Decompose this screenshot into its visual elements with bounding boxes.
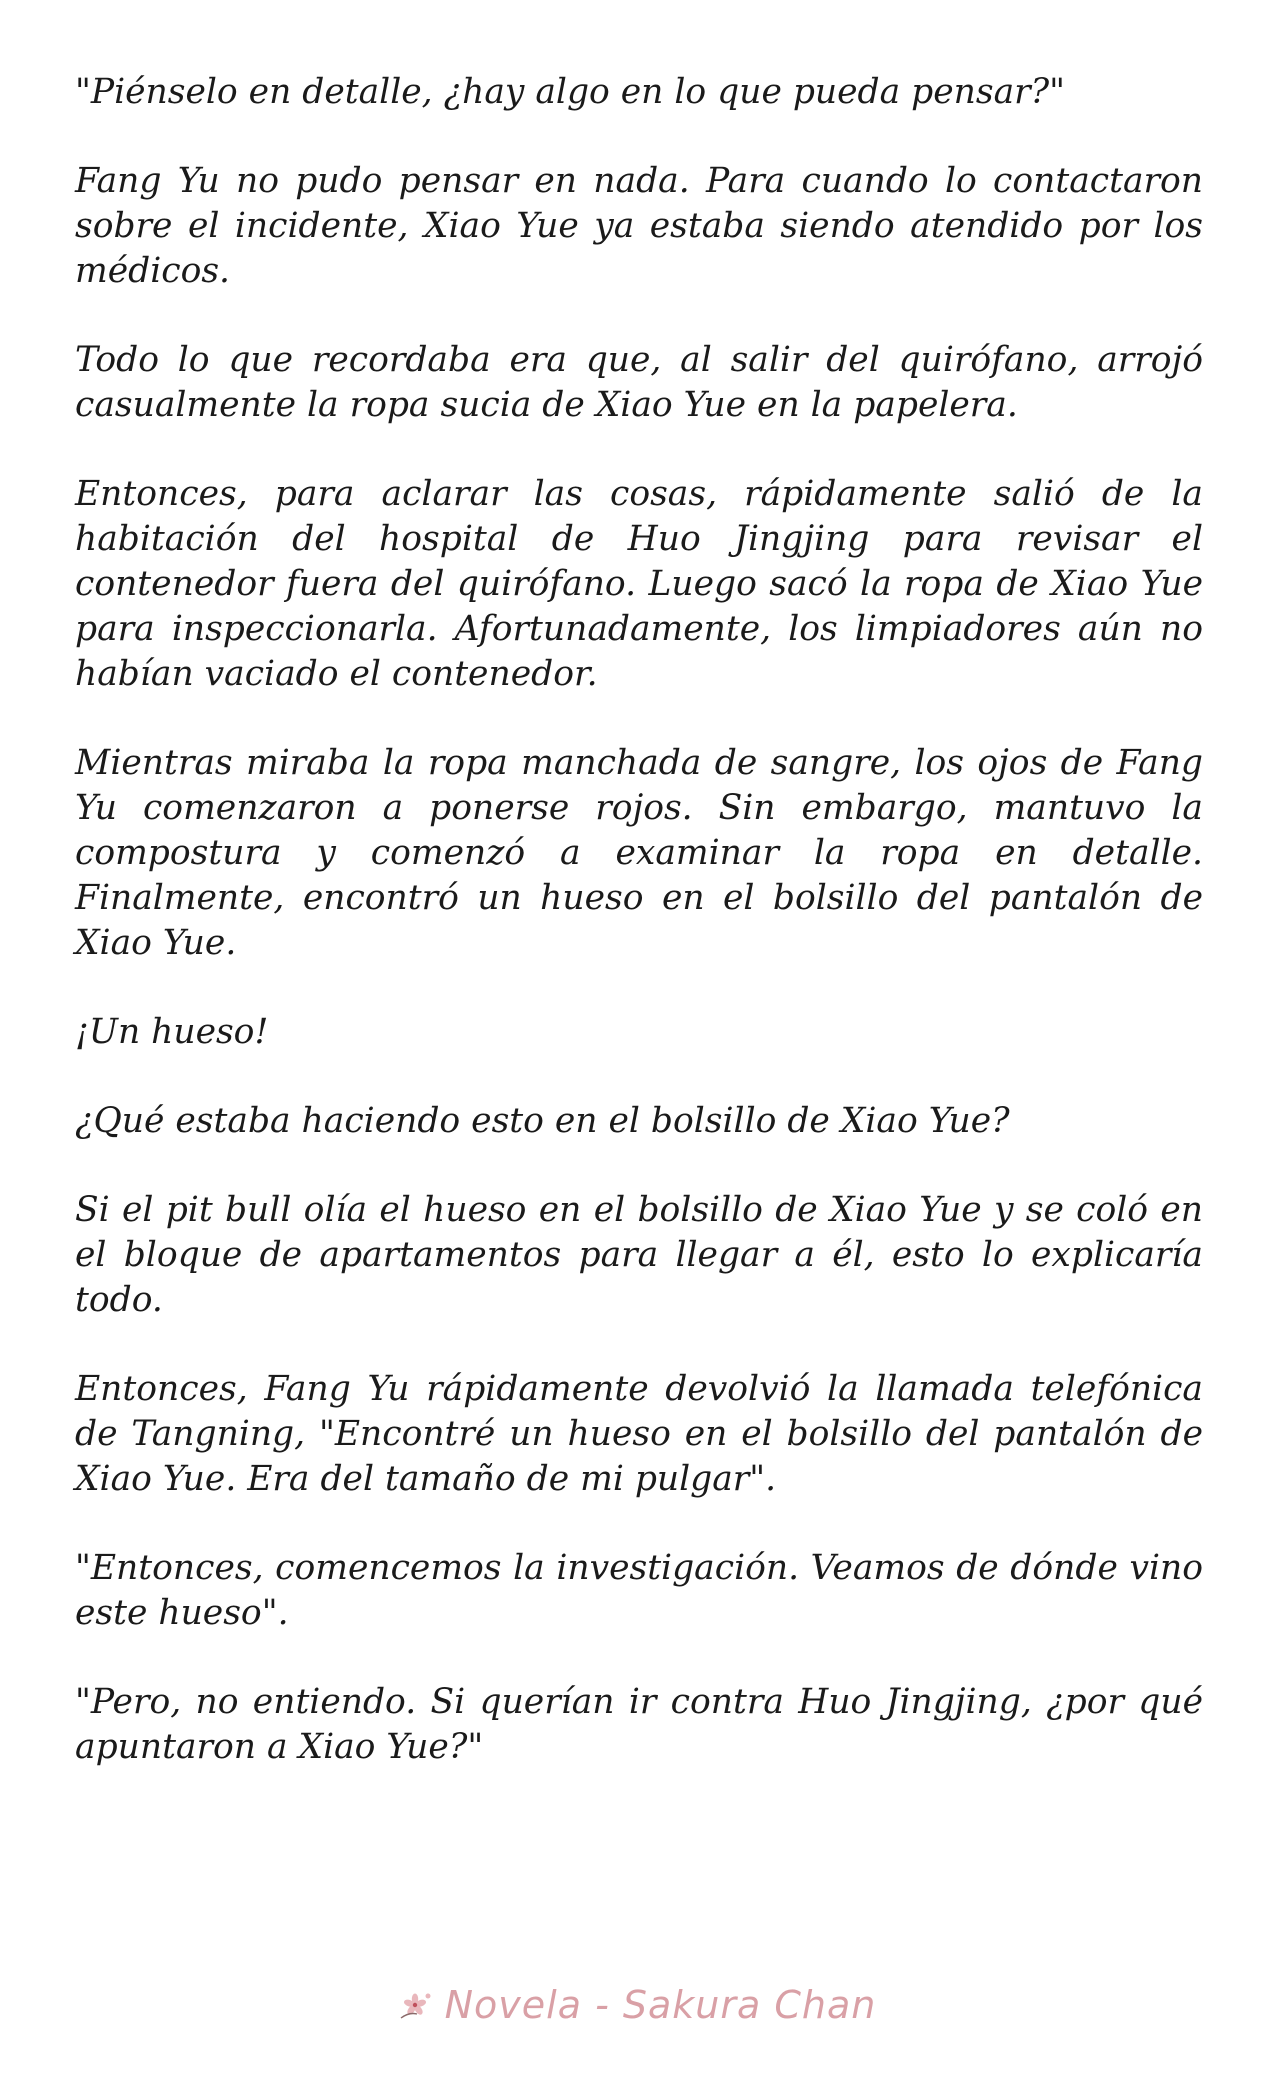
paragraph: "Entonces, comencemos la investigación. Veamos de dónde vino este hueso". [75,1548,1203,1633]
paragraph: "Pero, no entiendo. Si querían ir contra Huo Jingjing, ¿por qué apuntaron a Xiao Yue?" [75,1682,1203,1767]
sakura-flower-icon [399,1986,437,2024]
paragraph: ¡Un hueso! [75,1012,269,1052]
paragraph: "Piénselo en detalle, ¿hay algo en lo que pueda pensar?" [75,72,1066,112]
paragraph: Entonces, para aclarar las cosas, rápidamente salió de la habitación del hospital de Huo Jingjing para revisar el contenedor fuera del quirófano. Luego sacó la ropa de Xiao Yue para inspeccionarla. Afortunadamente, los limpiadores aún no habían vaciado el contenedor. [75,474,1203,694]
paragraph: ¿Qué estaba haciendo esto en el bolsillo de Xiao Yue? [75,1101,1010,1141]
watermark [0,1983,1275,2027]
paragraph: Si el pit bull olía el hueso en el bolsillo de Xiao Yue y se coló en el bloque de apartamentos para llegar a él, esto lo explicaría todo. [75,1190,1203,1320]
paragraph: Mientras miraba la ropa manchada de sangre, los ojos de Fang Yu comenzaron a ponerse rojos. Sin embargo, mantuvo la compostura y comenzó a examinar la ropa en detalle. Finalmente, encontró un hueso en el bolsillo del pantalón de Xiao Yue. [75,743,1203,963]
watermark-text: Novela - Sakura Chan [444,1983,877,2027]
paragraph: Entonces, Fang Yu rápidamente devolvió la llamada telefónica de Tangning, "Encontré un hueso en el bolsillo del pantalón de Xiao Yue. Era del tamaño de mi pulgar". [75,1369,1203,1499]
paragraph: Fang Yu no pudo pensar en nada. Para cuando lo contactaron sobre el incidente, Xiao Yue ya estaba siendo atendido por los médicos. [75,161,1203,291]
paragraph: Todo lo que recordaba era que, al salir del quirófano, arrojó casualmente la ropa sucia de Xiao Yue en la papelera. [75,340,1203,425]
document-body [75,70,1203,1814]
